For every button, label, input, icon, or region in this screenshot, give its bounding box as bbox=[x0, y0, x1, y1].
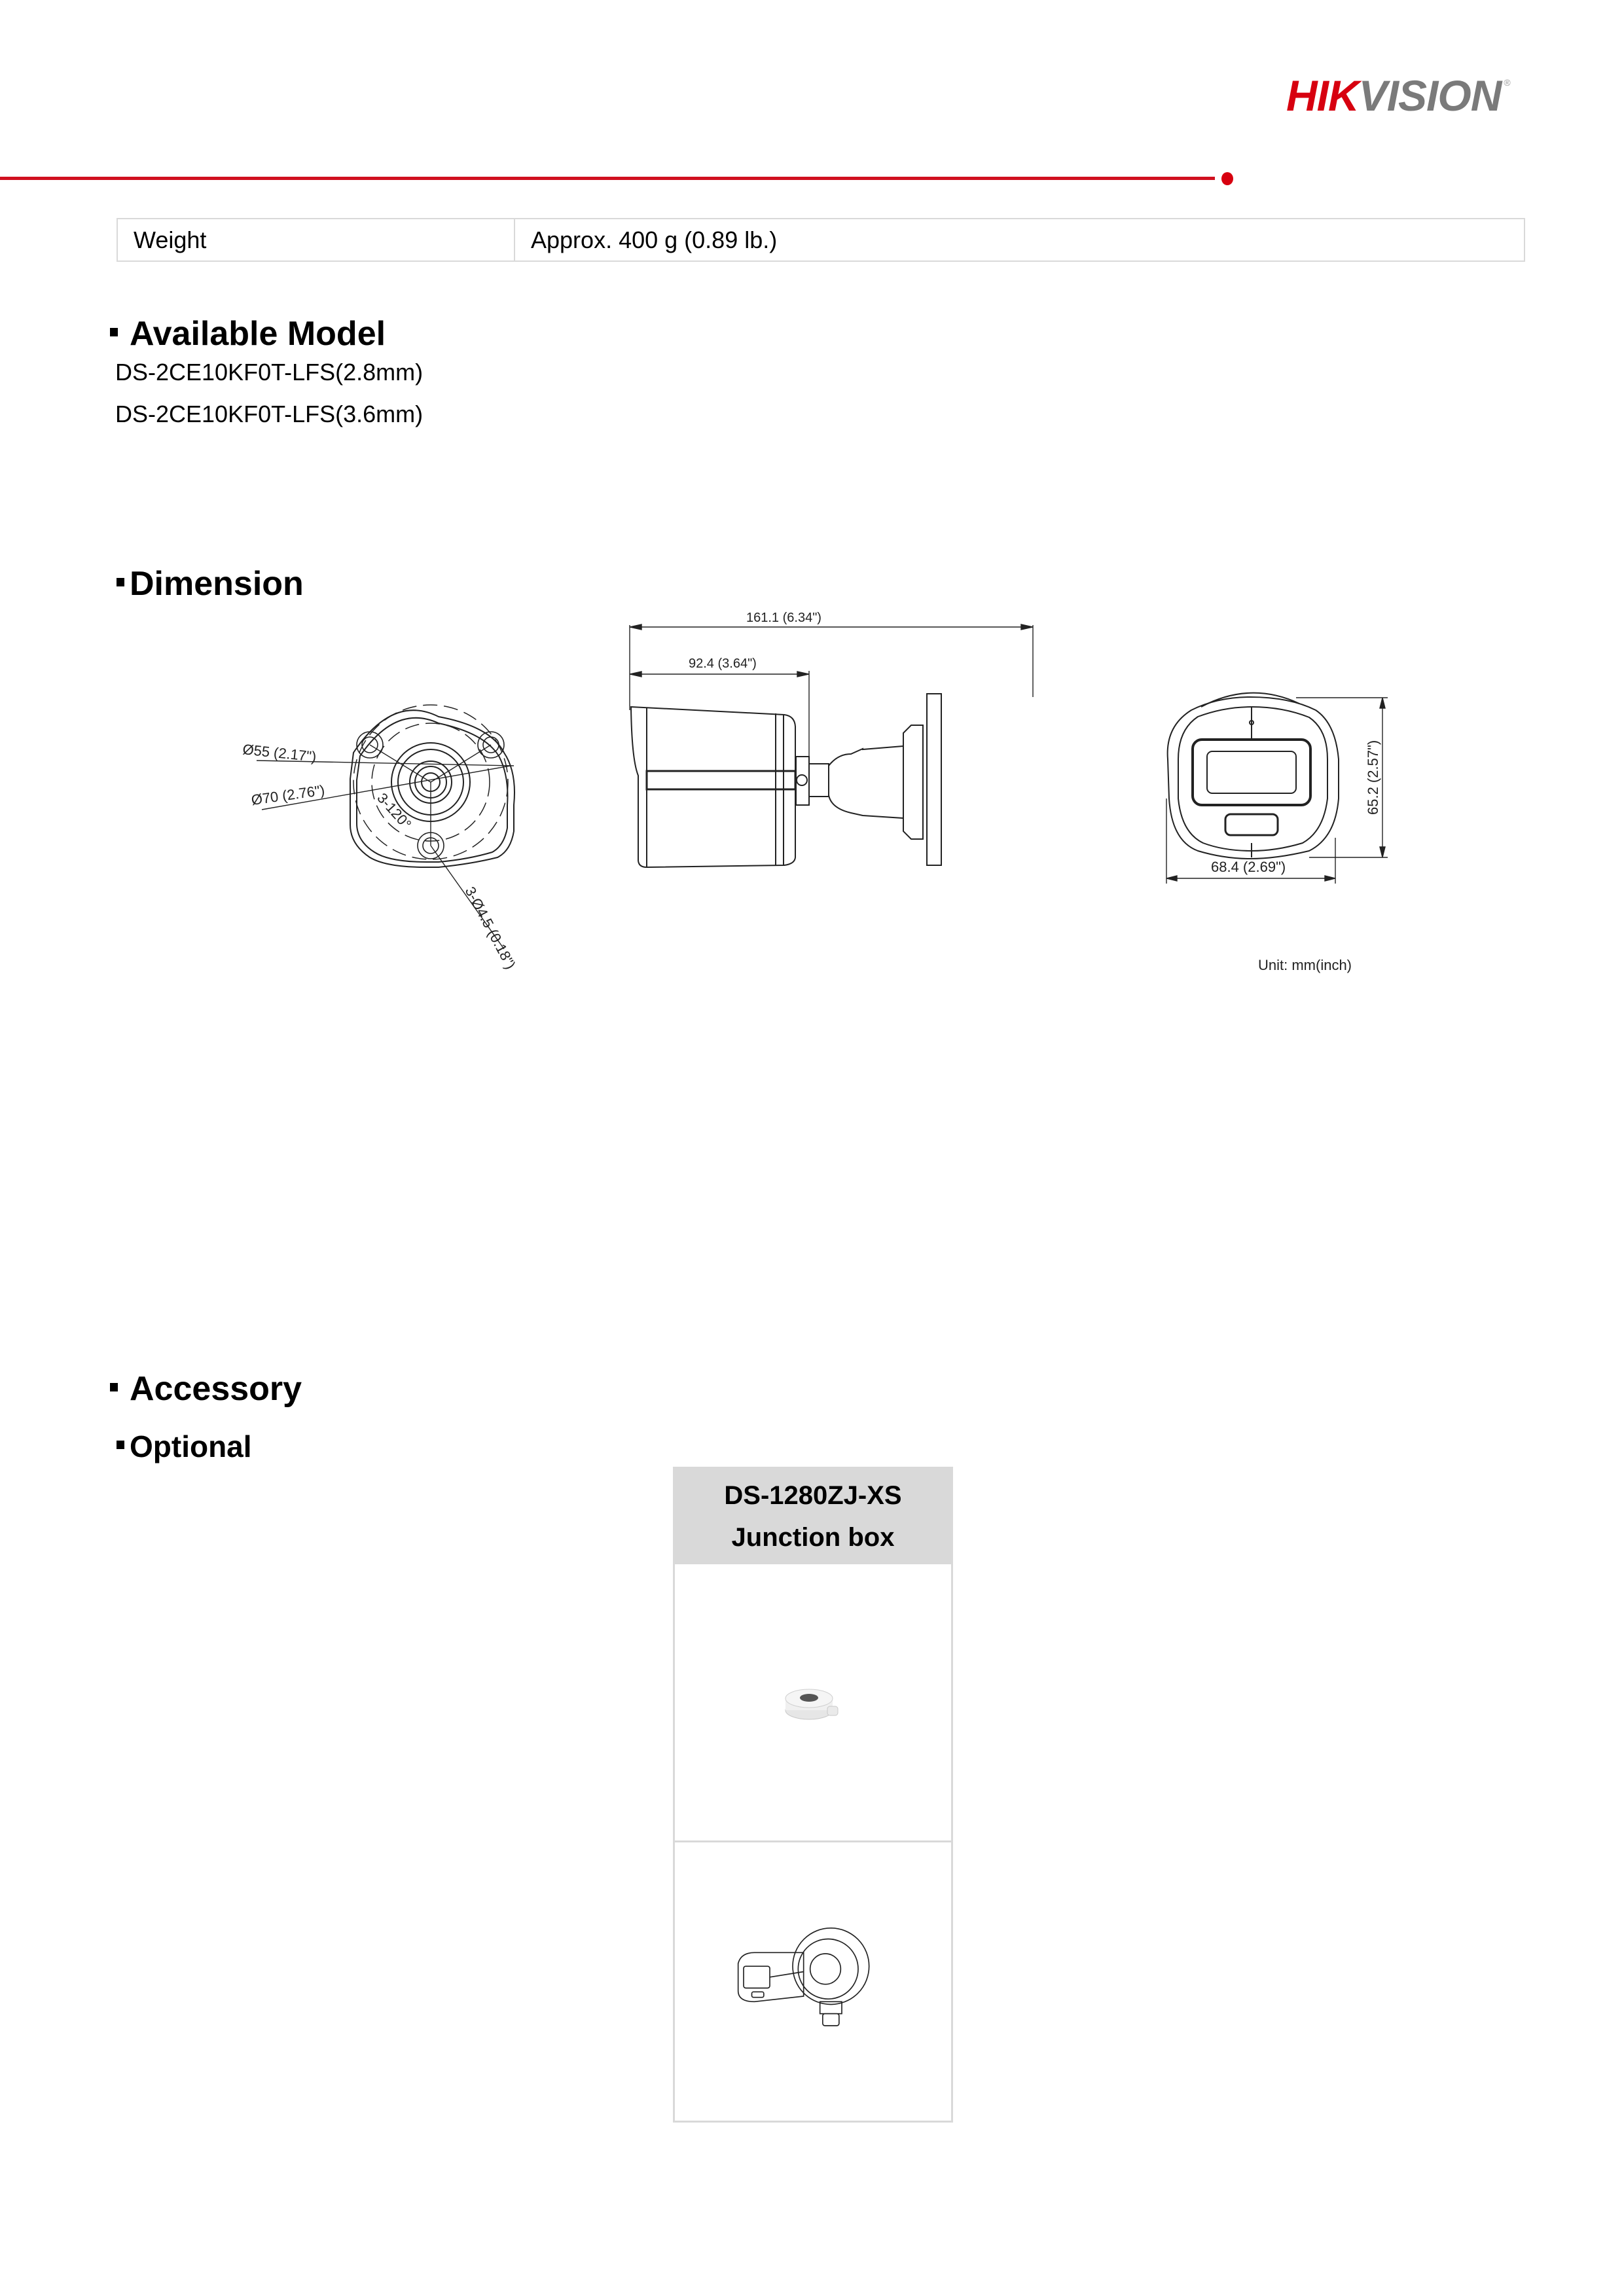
junction-box-image bbox=[783, 1685, 848, 1731]
dim-label-angle: 3-120° bbox=[374, 789, 415, 833]
dim-label-width: 68.4 (2.69") bbox=[1211, 859, 1286, 875]
accessory-photo-cell bbox=[675, 1564, 951, 1842]
section-heading-available-model bbox=[110, 317, 386, 351]
subheading-optional bbox=[117, 1431, 252, 1462]
bullet-icon bbox=[110, 1383, 118, 1391]
accessory-install-diagram-cell bbox=[675, 1842, 951, 2121]
section-heading-dimension bbox=[117, 567, 304, 601]
side-view-drawing bbox=[615, 602, 1047, 890]
section-heading-accessory bbox=[110, 1372, 302, 1406]
camera-on-junction-box-drawing bbox=[727, 1914, 891, 2045]
heading-text: Dimension bbox=[130, 565, 304, 603]
model-item: DS-2CE10KF0T-LFS(3.6mm) bbox=[115, 401, 424, 427]
heading-text: Optional bbox=[130, 1429, 252, 1463]
dim-label-holes: 3-Ø4.5 (0.18") bbox=[461, 884, 519, 972]
accessory-card-header bbox=[675, 1469, 951, 1564]
heading-text: Accessory bbox=[130, 1370, 302, 1408]
logo-text-vision: VISION bbox=[1358, 71, 1502, 120]
accessory-card bbox=[673, 1467, 953, 2123]
dim-label-d70: Ø70 (2.76") bbox=[250, 781, 326, 808]
rear-view-drawing bbox=[223, 674, 563, 1001]
heading-text: Available Model bbox=[130, 315, 386, 353]
model-item: DS-2CE10KF0T-LFS(2.8mm) bbox=[115, 359, 424, 386]
hikvision-logo bbox=[1286, 71, 1510, 120]
spec-value: Approx. 400 g (0.89 lb.) bbox=[531, 226, 778, 253]
header-divider bbox=[0, 177, 1215, 180]
unit-label: Unit: mm(inch) bbox=[1258, 957, 1352, 973]
registered-mark: ® bbox=[1504, 77, 1510, 88]
header-divider-dot bbox=[1221, 172, 1233, 185]
spec-label: Weight bbox=[118, 219, 515, 260]
dim-label-height: 65.2 (2.57") bbox=[1365, 740, 1381, 815]
spec-table-row bbox=[117, 218, 1525, 262]
logo-text-hik: HIK bbox=[1286, 71, 1359, 120]
bullet-icon bbox=[110, 328, 118, 336]
bullet-icon bbox=[117, 1441, 124, 1449]
dim-label-d55: Ø55 (2.17") bbox=[242, 741, 317, 765]
dim-label-overall-length: 161.1 (6.34") bbox=[746, 611, 821, 625]
bullet-icon bbox=[117, 578, 124, 586]
accessory-name: Junction box bbox=[731, 1523, 895, 1552]
accessory-model: DS-1280ZJ-XS bbox=[724, 1481, 902, 1510]
front-view-drawing bbox=[1152, 668, 1401, 890]
dim-label-body-length: 92.4 (3.64") bbox=[689, 656, 757, 671]
